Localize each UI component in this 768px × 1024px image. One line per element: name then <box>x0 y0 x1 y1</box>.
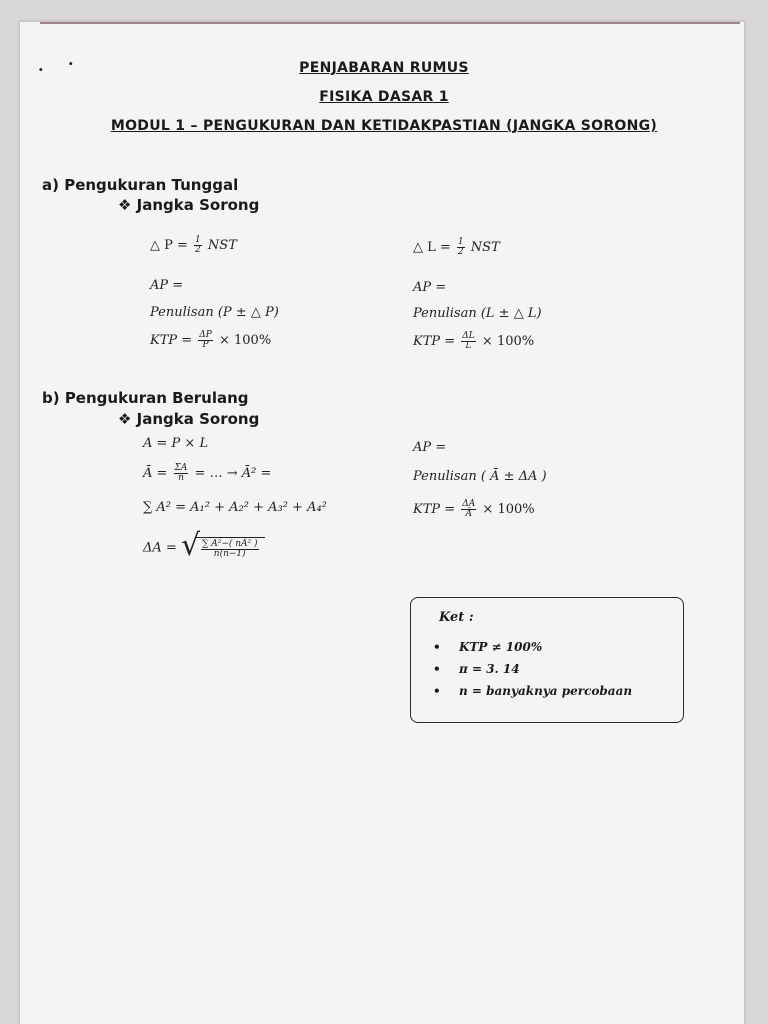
formula-delta-a: ΔA = √ $\frac{\text{∑ A²−( nĀ² )}}{n(n-1)}$ <box>143 537 265 559</box>
formula-ktp-a: KTP = $\frac{\Delta A}{Ā}$ × 100% <box>413 499 535 519</box>
formula-ap-left: AP = <box>150 278 184 293</box>
formula-area: A = P × L <box>143 436 209 451</box>
formula-penulisan-l: Penulisan (L ± △ L) <box>413 306 542 321</box>
notes-box <box>410 597 684 723</box>
bullet-icon: • <box>433 684 441 698</box>
formula-ap-right: AP = <box>413 280 447 295</box>
formula-delta-p: △ P = $\frac{1}{2}$ NST <box>150 235 237 255</box>
notes-item-pi: • π = 3. 14 <box>433 662 520 676</box>
speck-mark: · <box>38 60 44 79</box>
formula-delta-l: △ L = $\frac{1}{2}$ NST <box>413 237 500 257</box>
notes-item-n: • n = banyaknya percobaan <box>433 684 633 698</box>
formula-penulisan-a: Penulisan ( Ā ± ΔA ) <box>413 469 547 484</box>
document-page <box>20 22 744 1024</box>
doc-subtitle: FISIKA DASAR 1 <box>319 89 449 105</box>
bullet-icon: • <box>433 662 441 676</box>
section-b-title: b) Pengukuran Berulang <box>42 389 249 407</box>
formula-ktp-l: KTP = $\frac{\Delta L}{L}$ × 100% <box>413 331 535 351</box>
section-a-title: a) Pengukuran Tunggal <box>42 176 239 194</box>
module-title: MODUL 1 – PENGUKURAN DAN KETIDAKPASTIAN (JANGKA SORONG) <box>110 118 658 134</box>
notes-item-ktp: • KTP ≠ 100% <box>433 640 543 654</box>
doc-title: PENJABARAN RUMUS <box>299 60 469 76</box>
formula-ap-b: AP = <box>413 440 447 455</box>
section-b-bullet: ❖ Jangka Sorong <box>118 410 260 428</box>
formula-mean: Ā = $\frac{\Sigma A}{n}$ = … → Ā² = <box>143 463 272 483</box>
notes-title: Ket : <box>439 610 474 625</box>
section-a-bullet: ❖ Jangka Sorong <box>118 196 260 214</box>
page-top-edge-line <box>40 22 740 24</box>
formula-penulisan-p: Penulisan (P ± △ P) <box>150 305 279 320</box>
formula-sum-squares: ∑ A² = A₁² + A₂² + A₃² + A₄² <box>143 500 327 515</box>
speck-mark: · <box>68 54 74 73</box>
bullet-icon: • <box>433 640 441 654</box>
formula-ktp-p: KTP = $\frac{\Delta P}{P}$ × 100% <box>150 330 272 350</box>
